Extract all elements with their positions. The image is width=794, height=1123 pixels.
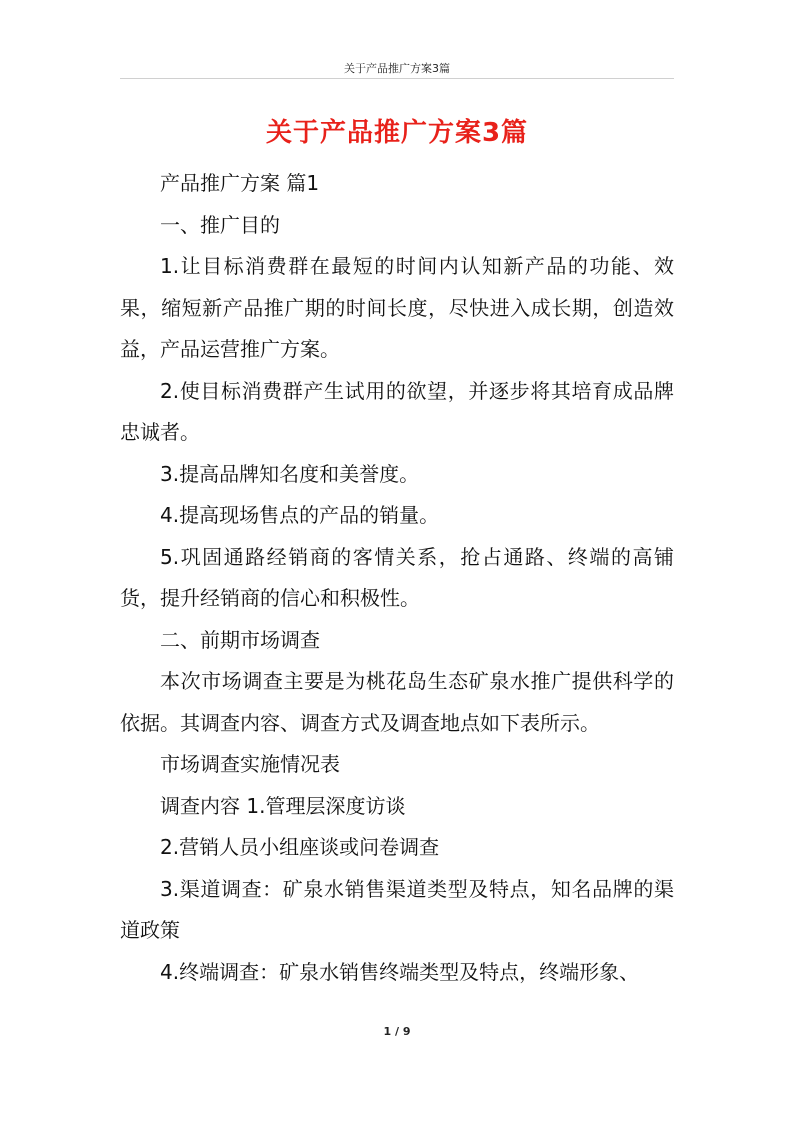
paragraph: 调查内容 1.管理层深度访谈 (160, 793, 406, 818)
document-body (120, 163, 674, 993)
section-heading: 产品推广方案 篇1 (160, 171, 320, 195)
paragraph: 4.提高现场售点的产品的销量。 (160, 503, 440, 527)
running-header: 关于产品推广方案3篇 (344, 62, 450, 75)
table-caption: 市场调查实施情况表 (160, 752, 340, 776)
header-divider (120, 78, 674, 79)
paragraph: 2.营销人员小组座谈或问卷调查 (160, 835, 440, 859)
paragraph: 本次市场调查主要是为桃花岛生态矿泉水推广提供科学的依据。其调查内容、调查方式及调查地点如下表所示。 (120, 669, 674, 735)
paragraph: 5.巩固通路经销商的客情关系，抢占通路、终端的高铺货，提升经销商的信心和积极性。 (120, 544, 674, 610)
subsection-heading: 一、推广目的 (160, 212, 280, 237)
paragraph: 1.让目标消费群在最短的时间内认知新产品的功能、效果，缩短新产品推广期的时间长度，尽快进入成长期，创造效益，产品运营推广方案。 (120, 254, 674, 361)
paragraph: 3.渠道调查：矿泉水销售渠道类型及特点，知名品牌的渠道政策 (120, 876, 674, 942)
paragraph: 3.提高品牌知名度和美誉度。 (160, 461, 420, 486)
paragraph: 2.使目标消费群产生试用的欲望，并逐步将其培育成品牌忠诚者。 (120, 378, 674, 444)
page-number: 1 / 9 (383, 1025, 411, 1038)
document-title: 关于产品推广方案3篇 (265, 118, 529, 148)
paragraph: 4.终端调查：矿泉水销售终端类型及特点，终端形象、 (160, 959, 640, 984)
subsection-heading: 二、前期市场调查 (160, 627, 320, 652)
